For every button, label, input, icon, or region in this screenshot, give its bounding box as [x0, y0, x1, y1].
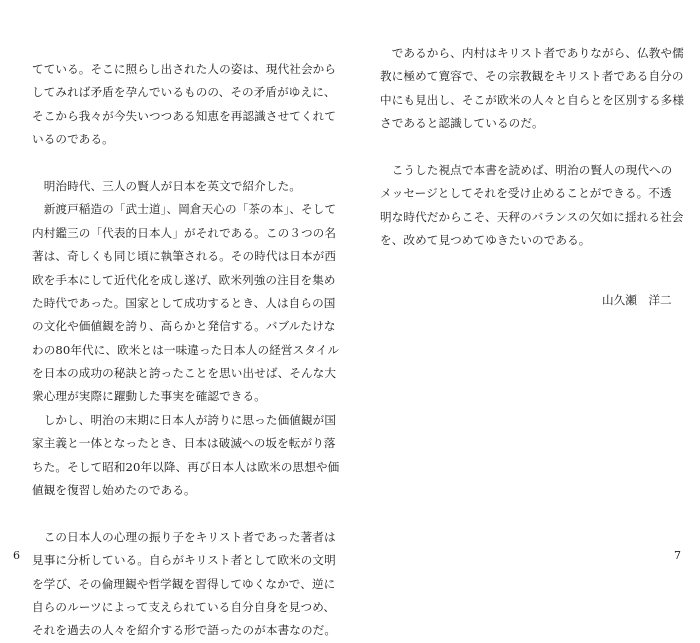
- left-page-text: [32, 58, 340, 643]
- text-line: 教に極めて寛容で、その宗教観をキリスト者である自分の: [380, 69, 684, 84]
- text-line: 欧を手本にして近代化を成し遂げ、欧米列強の注目を集め: [32, 272, 336, 287]
- text-line: こうした視点で本書を読めば、明治の賢人の現代への: [380, 162, 673, 177]
- text-line: 自らのルーツによって支えられている自分自身を見つめ、: [32, 599, 336, 614]
- text-line: それを過去の人々を紹介する形で語ったのが本書なのだ。: [32, 623, 337, 638]
- right-page-text: [380, 42, 685, 253]
- text-line: 中にも見出し、そこが欧米の人々と自らとを区別する多様: [380, 92, 685, 107]
- text-line: を学び、その倫理観や哲学観を習得してゆくなかで、逆に: [32, 576, 336, 591]
- text-line: 内村鑑三の「代表的日本人」がそれである。この３つの名: [32, 225, 337, 240]
- author-signature: 山久瀬 洋二: [602, 293, 672, 307]
- right-page: [350, 0, 700, 582]
- text-line: 明な時代だからこそ、天秤のバランスの欠如に揺れる社会: [380, 209, 684, 224]
- text-line: てている。そこに照らし出された人の姿は、現代社会から: [32, 62, 337, 76]
- page-number-left: 6: [13, 549, 20, 562]
- text-line: を日本の成功の秘訣と誇ったことを思い出せば、そんな大: [32, 366, 337, 381]
- text-line: 値観を復習し始めたのである。: [32, 483, 196, 498]
- text-line: この日本人の心理の振り子をキリスト者であった著者は: [32, 529, 336, 544]
- text-line: 家主義と一体となったとき、日本は破滅への坂を転がり落: [32, 436, 336, 451]
- text-line: 見事に分析している。自らがキリスト者として欧米の文明: [32, 553, 336, 568]
- text-line: 新渡戸稲造の「武士道」、岡倉天心の「茶の本」、そして: [32, 202, 337, 217]
- paragraph-gap: [32, 502, 322, 525]
- left-page: [0, 0, 350, 638]
- page-number-right: 7: [674, 549, 681, 562]
- text-line: を、改めて見つめてゆきたいのである。: [380, 233, 591, 248]
- text-line: さであると認識しているのだ。: [380, 116, 544, 131]
- text-line: 著は、奇しくも同じ頃に執筆される。その時代は日本が西: [32, 249, 337, 264]
- text-line: わの80年代に、欧米とは一味違った日本人の経営スタイル: [32, 342, 340, 357]
- paragraph-gap: [380, 136, 680, 159]
- text-line: であるから、内村はキリスト者でありながら、仏教や儒: [380, 46, 684, 60]
- text-line: しかし、明治の末期に日本人が誇りに思った価値観が国: [32, 412, 337, 427]
- text-line: の文化や価値観を誇り、高らかと発信する。バブルたけな: [32, 319, 336, 334]
- paragraph-gap: [32, 152, 322, 175]
- text-line: いるのである。: [32, 132, 114, 147]
- text-line: 衆心理が実際に躍動した事実を確認できる。: [32, 389, 266, 404]
- text-line: 明治時代、三人の賢人が日本を英文で紹介した。: [32, 178, 301, 193]
- text-line: ちた。そして昭和20年以降、再び日本人は欧米の思想や価: [32, 459, 340, 474]
- text-line: た時代であった。国家として成功するとき、人は自らの国: [32, 295, 336, 310]
- text-line: してみれば矛盾を孕んでいるものの、その矛盾がゆえに、: [32, 85, 336, 100]
- text-line: そこから我々が今失いつつある知恵を再認識させてくれて: [32, 108, 337, 123]
- text-line: メッセージとしてそれを受け止めることができる。不透: [380, 186, 672, 201]
